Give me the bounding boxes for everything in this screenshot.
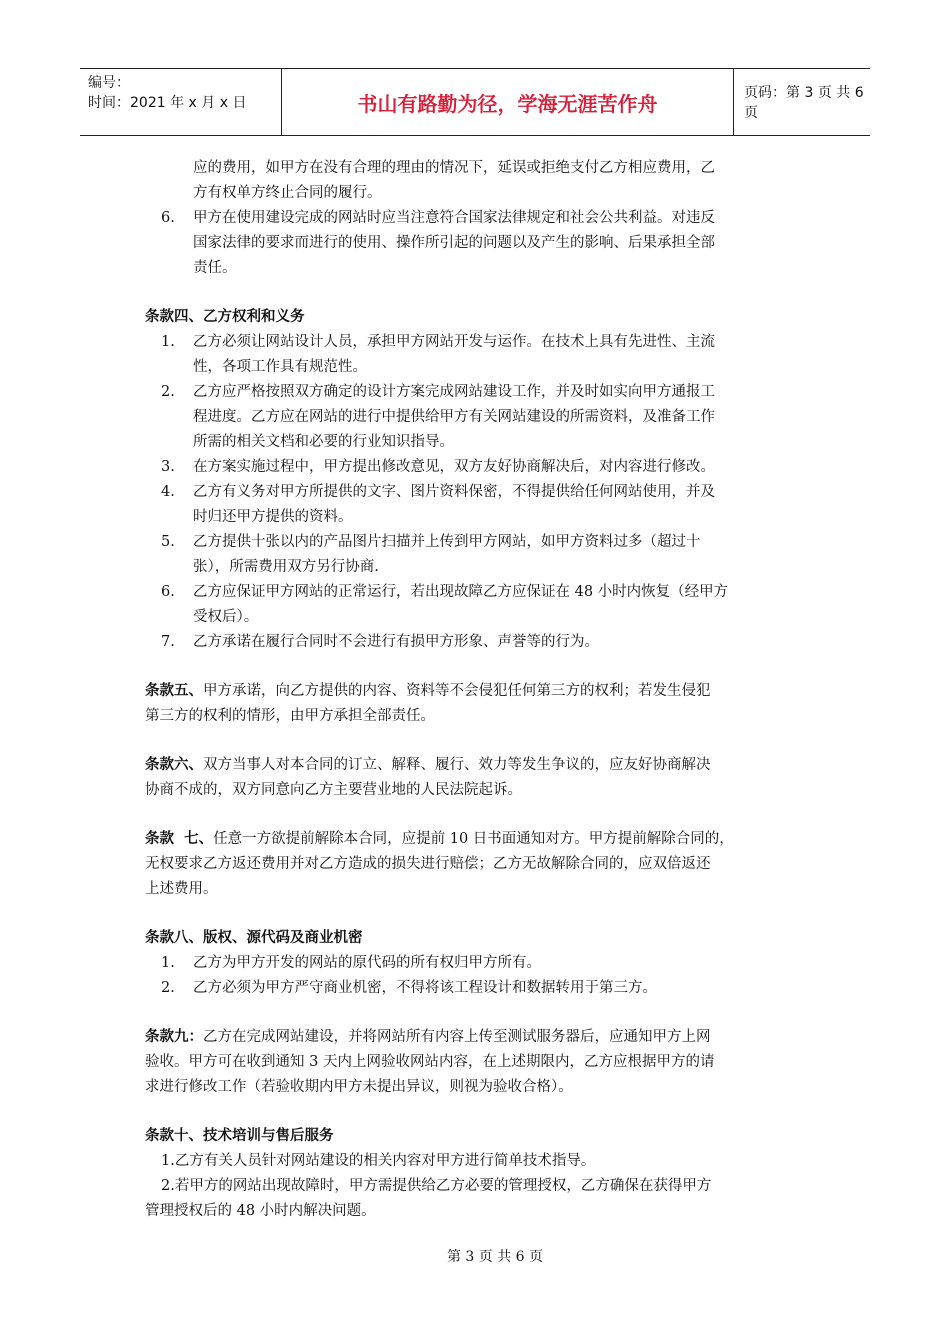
- text-line: 乙方提供十张以内的产品图片扫描并上传到甲方网站，如甲方资料过多（超过十: [193, 534, 701, 550]
- clause-5-lead: 条款五、: [145, 683, 203, 699]
- text-line: 协商不成的，双方同意向乙方主要营业地的人民法院起诉。: [145, 782, 522, 798]
- text-line: 条款 七、任意一方欲提前解除本合同，应提前 10 日书面通知对方。甲方提前解除合同的，: [145, 831, 734, 847]
- text-line: 国家法律的要求而进行的使用、操作所引起的问题以及产生的影响、后果承担全部: [193, 235, 715, 251]
- header-meta: [80, 69, 282, 135]
- list-item: [145, 206, 810, 281]
- list-item: [145, 330, 810, 380]
- clause-6-lead: 条款六、: [145, 757, 203, 773]
- text-line: 责任。: [193, 260, 237, 276]
- clause-7-paragraph: [145, 827, 810, 902]
- text-line: 甲方在使用建设完成的网站时应当注意符合国家法律规定和社会公共利益。对违反: [193, 210, 715, 226]
- document-body: [145, 156, 810, 1224]
- list-number: 3.: [161, 459, 175, 475]
- list-item: [145, 455, 810, 480]
- text-line: 条款五、甲方承诺，向乙方提供的内容、资料等不会侵犯任何第三方的权利；若发生侵犯: [145, 683, 711, 699]
- list-item: [145, 630, 810, 655]
- list-number: 7.: [161, 634, 175, 650]
- text-line: 在方案实施过程中，甲方提出修改意见，双方友好协商解决后，对内容进行修改。: [193, 459, 715, 475]
- text-line: 条款六、双方当事人对本合同的订立、解释、履行、效力等发生争议的，应友好协商解决: [145, 757, 711, 773]
- document-number-label: 编号：: [88, 75, 130, 91]
- text-line: 条款九：乙方在完成网站建设，并将网站所有内容上传至测试服务器后，应通知甲方上网: [145, 1029, 711, 1045]
- text-line: 无权要求乙方返还费用并对乙方造成的损失进行赔偿；乙方无故解除合同的，应双倍返还: [145, 856, 711, 872]
- text-line: 乙方有义务对甲方所提供的文字、图片资料保密，不得提供给任何网站使用，并及: [193, 484, 715, 500]
- list-item: 2.若甲方的网站出现故障时，甲方需提供给乙方必要的管理授权，乙方确保在获得甲方: [161, 1178, 712, 1194]
- list-item: [145, 530, 810, 580]
- clause-7-lead: 条款 七、: [145, 831, 214, 847]
- text-line: 时归还甲方提供的资料。: [193, 509, 353, 525]
- list-number: 6.: [161, 210, 175, 226]
- list-number: 1.: [161, 955, 175, 971]
- text-line: 乙方应严格按照双方确定的设计方案完成网站建设工作，并及时如实向甲方通报工: [193, 384, 715, 400]
- text-line: 乙方必须让网站设计人员，承担甲方网站开发与运作。在技术上具有先进性、主流: [193, 334, 715, 350]
- clause-9-lead: 条款九：: [145, 1029, 203, 1045]
- text-line: 乙方承诺在履行合同时不会进行有损甲方形象、声誉等的行为。: [193, 634, 599, 650]
- text-line: 验收。甲方可在收到通知 3 天内上网验收网站内容，在上述期限内，乙方应根据甲方的请: [145, 1054, 715, 1070]
- page-header: [80, 68, 870, 136]
- list-item: [145, 951, 810, 976]
- list-item: [145, 976, 810, 1001]
- text-line: 应的费用，如甲方在没有合理的理由的情况下，延误或拒绝支付乙方相应费用，乙: [193, 160, 715, 176]
- text-line: 张），所需费用双方另行协商.: [193, 559, 379, 575]
- text-line: 第三方的权利的情形，由甲方承担全部责任。: [145, 708, 435, 724]
- list-number: 1.: [161, 334, 175, 350]
- page-footer: 第 3 页 共 6 页: [446, 1249, 544, 1265]
- list-number: 2.: [161, 980, 175, 996]
- header-motto: 书山有路勤为径，学海无涯苦作舟: [282, 69, 734, 135]
- text-line: 受权后）。: [193, 609, 259, 625]
- clause-5-paragraph: [145, 679, 810, 729]
- text-line: 乙方应保证甲方网站的正常运行，若出现故障乙方应保证在 48 小时内恢复（经甲方: [193, 584, 729, 600]
- clause-8-title: 条款八、版权、源代码及商业机密: [145, 930, 363, 946]
- continued-paragraph: [145, 156, 810, 206]
- text-line: 乙方为甲方开发的网站的原代码的所有权归甲方所有。: [193, 955, 541, 971]
- list-number: 4.: [161, 484, 175, 500]
- text-line: 管理授权后的 48 小时内解决问题。: [145, 1203, 376, 1219]
- document-date-label: 时间：2021 年 x 月 x 日: [88, 95, 247, 111]
- text-line: 乙方必须为甲方严守商业机密，不得将该工程设计和数据转用于第三方。: [193, 980, 657, 996]
- text-line: 上述费用。: [145, 881, 218, 897]
- text-line: 方有权单方终止合同的履行。: [193, 185, 382, 201]
- list-number: 5.: [161, 534, 175, 550]
- clause-6-paragraph: [145, 753, 810, 803]
- text-line: 程进度。乙方应在网站的进行中提供给甲方有关网站建设的所需资料，及准备工作: [193, 409, 715, 425]
- text-line: 求进行修改工作（若验收期内甲方未提出异议，则视为验收合格）。: [145, 1079, 573, 1095]
- text-line: 所需的相关文档和必要的行业知识指导。: [193, 434, 454, 450]
- list-number: 2.: [161, 384, 175, 400]
- clause-10-title: 条款十、技术培训与售后服务: [145, 1128, 334, 1144]
- clause-9-paragraph: [145, 1025, 810, 1100]
- text-line: 性，各项工作具有规范性。: [193, 359, 367, 375]
- clause-4-title: 条款四、乙方权利和义务: [145, 309, 305, 325]
- list-item: [145, 480, 810, 530]
- list-item: 1.乙方有关人员针对网站建设的相关内容对甲方进行简单技术指导。: [161, 1153, 596, 1169]
- list-number: 6.: [161, 584, 175, 600]
- header-page-number: 页码：第 3 页 共 6 页: [744, 85, 864, 121]
- list-item: [145, 380, 810, 455]
- list-item: [145, 580, 810, 630]
